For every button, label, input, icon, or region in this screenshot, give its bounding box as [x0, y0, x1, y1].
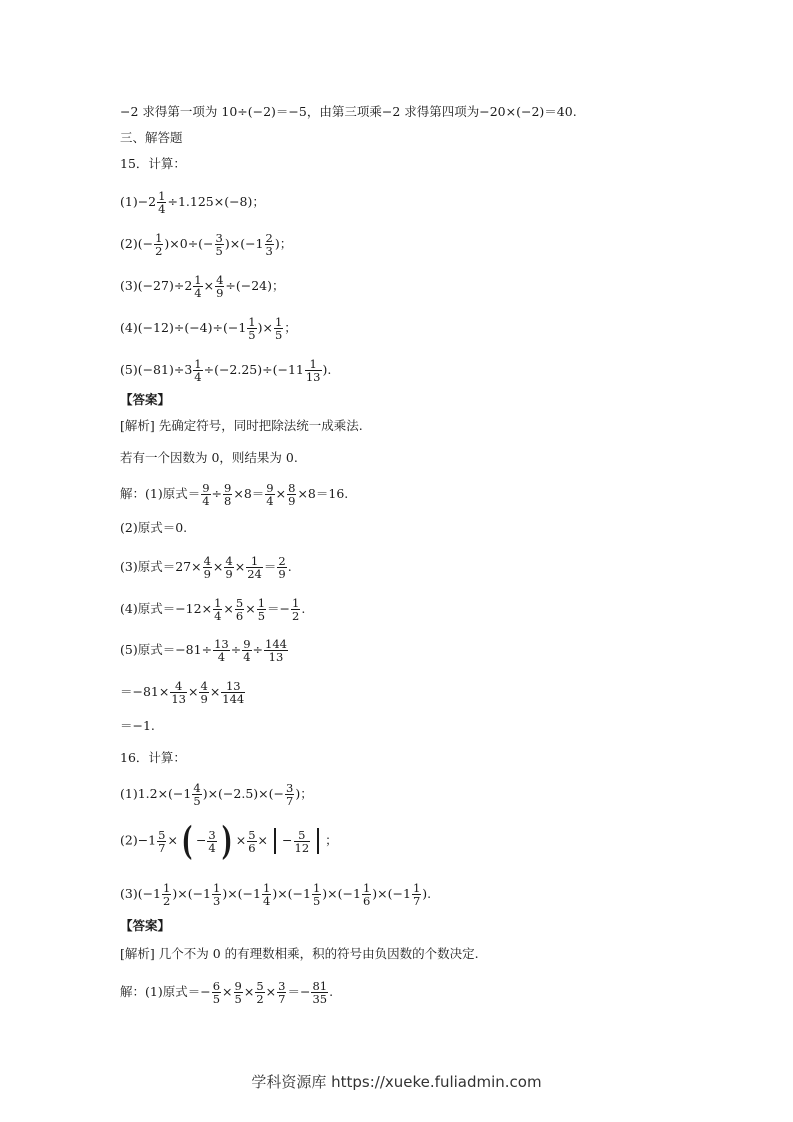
fraction: $\frac{1}{5}$	[257, 596, 266, 623]
fraction: $\frac{2}{3}$	[265, 231, 273, 258]
fraction: $\frac{1}{13}$	[305, 357, 321, 384]
fraction: $\frac{1}{4}$	[262, 881, 271, 908]
a15-step5b: ＝−81× $\frac{4}{13}$ × $\frac{4}{9}$ × $\frac{13}{144}$	[120, 679, 245, 706]
a15-note: 若有一个因数为 0，则结果为 0.	[120, 450, 298, 465]
fraction: $\frac{1}{5}$	[274, 315, 283, 342]
q15-part2: (2)(− $\frac{1}{2}$ )×0÷(− $\frac{3}{5}$ )×(−1 $\frac{2}{3}$ )；	[120, 231, 293, 258]
fraction: $\frac{4}{9}$	[216, 273, 224, 300]
fraction: $\frac{1}{7}$	[412, 881, 421, 908]
a15-step1: 解：(1)原式＝ $\frac{9}{4}$ ÷ $\frac{9}{8}$ ×8＝ $\frac{9}{4}$ × $\frac{8}{9}$ ×8＝16.	[120, 481, 349, 508]
fraction: $\frac{1}{3}$	[213, 881, 221, 908]
fraction: $\frac{1}{5}$	[248, 315, 256, 342]
fraction: $\frac{144}{13}$	[265, 637, 287, 664]
fraction: $\frac{4}{5}$	[193, 781, 201, 808]
fraction: $\frac{13}{4}$	[214, 637, 229, 664]
a15-analysis: [解析] 先确定符号，同时把除法统一成乘法.	[120, 418, 363, 433]
a15-step4: (4)原式＝−12× $\frac{1}{4}$ × $\frac{5}{6}$ × $\frac{1}{5}$ ＝− $\frac{1}{2}$ .	[120, 596, 306, 623]
fraction: $\frac{9}{4}$	[266, 481, 274, 508]
fraction: $\frac{4}{9}$	[203, 554, 211, 581]
fraction: $\frac{13}{144}$	[222, 679, 245, 706]
fraction: $\frac{3}{4}$	[208, 827, 216, 855]
fraction: $\frac{1}{4}$	[214, 596, 222, 623]
fraction: $\frac{9}{5}$	[234, 979, 242, 1006]
fraction: $\frac{1}{2}$	[292, 596, 300, 623]
fraction: $\frac{5}{12}$	[294, 827, 310, 855]
fraction: $\frac{1}{5}$	[312, 881, 321, 908]
fraction: $\frac{8}{9}$	[288, 481, 296, 508]
a16-step1: 解：(1)原式＝− $\frac{6}{5}$ × $\frac{9}{5}$ × $\frac{5}{2}$ × $\frac{3}{7}$ ＝− $\frac{81}{35}$ .	[120, 979, 334, 1006]
fraction: $\frac{9}{8}$	[224, 481, 232, 508]
q15-part1: (1)−2 $\frac{1}{4}$ ÷1.125×(−8)；	[120, 189, 265, 216]
a16-analysis: [解析] 几个不为 0 的有理数相乘，积的符号由负因数的个数决定.	[120, 946, 479, 961]
right-bracket: )	[221, 818, 233, 863]
fraction: $\frac{1}{2}$	[163, 881, 171, 908]
a15-step3: (3)原式＝27× $\frac{4}{9}$ × $\frac{4}{9}$ × $\frac{1}{24}$ ＝ $\frac{2}{9}$ .	[120, 554, 292, 581]
fraction: $\frac{4}{9}$	[225, 554, 233, 581]
a15-step5: (5)原式＝−81÷ $\frac{13}{4}$ ÷ $\frac{9}{4}$ ÷ $\frac{144}{13}$	[120, 637, 287, 664]
fraction: $\frac{1}{4}$	[158, 189, 166, 216]
q16-title: 16．计算：	[120, 750, 186, 765]
fraction: $\frac{1}{2}$	[155, 231, 163, 258]
fraction: $\frac{1}{6}$	[362, 881, 371, 908]
q16-part3: (3)(−1 $\frac{1}{2}$ )×(−1 $\frac{1}{3}$ )×(−1 $\frac{1}{4}$ )×(−1 $\frac{1}{5}$ )×(−1 $\frac{1}{6}$ )×(−1 $\frac{1}{7}$ ).	[120, 881, 432, 908]
answer-label-16: 【答案】	[120, 918, 171, 933]
fraction: $\frac{3}{5}$	[215, 231, 223, 258]
fraction: $\frac{5}{6}$	[235, 596, 244, 623]
fraction: $\frac{3}{7}$	[278, 979, 286, 1006]
fraction: $\frac{81}{35}$	[312, 979, 328, 1006]
abs-bar-left	[274, 828, 276, 854]
fraction: $\frac{9}{4}$	[243, 637, 251, 664]
fraction: $\frac{1}{4}$	[194, 357, 202, 384]
q16-part1: (1)1.2×(−1 $\frac{4}{5}$ )×(−2.5)×(− $\frac{3}{7}$ )；	[120, 781, 313, 808]
fraction: $\frac{1}{24}$	[247, 554, 262, 581]
fraction: $\frac{3}{7}$	[285, 781, 294, 808]
fraction: $\frac{5}{6}$	[248, 827, 256, 855]
fraction: $\frac{1}{4}$	[194, 273, 202, 300]
footer-watermark: 学科资源库 https://xueke.fuliadmin.com	[251, 1073, 542, 1091]
q15-title: 15．计算：	[120, 156, 186, 171]
answer-label-15: 【答案】	[120, 392, 171, 407]
a15-step2: (2)原式＝0.	[120, 520, 188, 535]
fraction: $\frac{5}{2}$	[256, 979, 264, 1006]
fraction: $\frac{2}{9}$	[278, 554, 286, 581]
q15-part3: (3)(−27)÷2 $\frac{1}{4}$ × $\frac{4}{9}$ ÷(−24)；	[120, 273, 285, 300]
q15-part4: (4)(−12)÷(−4)÷(−1 $\frac{1}{5}$ )× $\frac{1}{5}$ ；	[120, 315, 297, 342]
q16-part2: (2)−1 $\frac{5}{7}$ ×( − $\frac{3}{4}$ ) × $\frac{5}{6}$ × − $\frac{5}{12}$ ；	[120, 818, 338, 863]
a15-step5c: ＝−1.	[120, 718, 155, 733]
abs-bar-right	[317, 828, 319, 854]
fraction: $\frac{5}{7}$	[158, 827, 166, 855]
fraction: $\frac{4}{13}$	[171, 679, 186, 706]
q15-part5: (5)(−81)÷3 $\frac{1}{4}$ ÷(−2.25)÷(−11 $\frac{1}{13}$ ).	[120, 357, 332, 384]
left-bracket: (	[181, 818, 193, 863]
fraction: $\frac{6}{5}$	[212, 979, 221, 1006]
fraction: $\frac{4}{9}$	[200, 679, 208, 706]
fraction: $\frac{9}{4}$	[202, 481, 210, 508]
section-heading: 三、解答题	[120, 130, 183, 145]
intro-line: −2 求得第一项为 10÷(−2)＝−5，由第三项乘−2 求得第四项为−20×(−2)＝40.	[120, 104, 577, 119]
